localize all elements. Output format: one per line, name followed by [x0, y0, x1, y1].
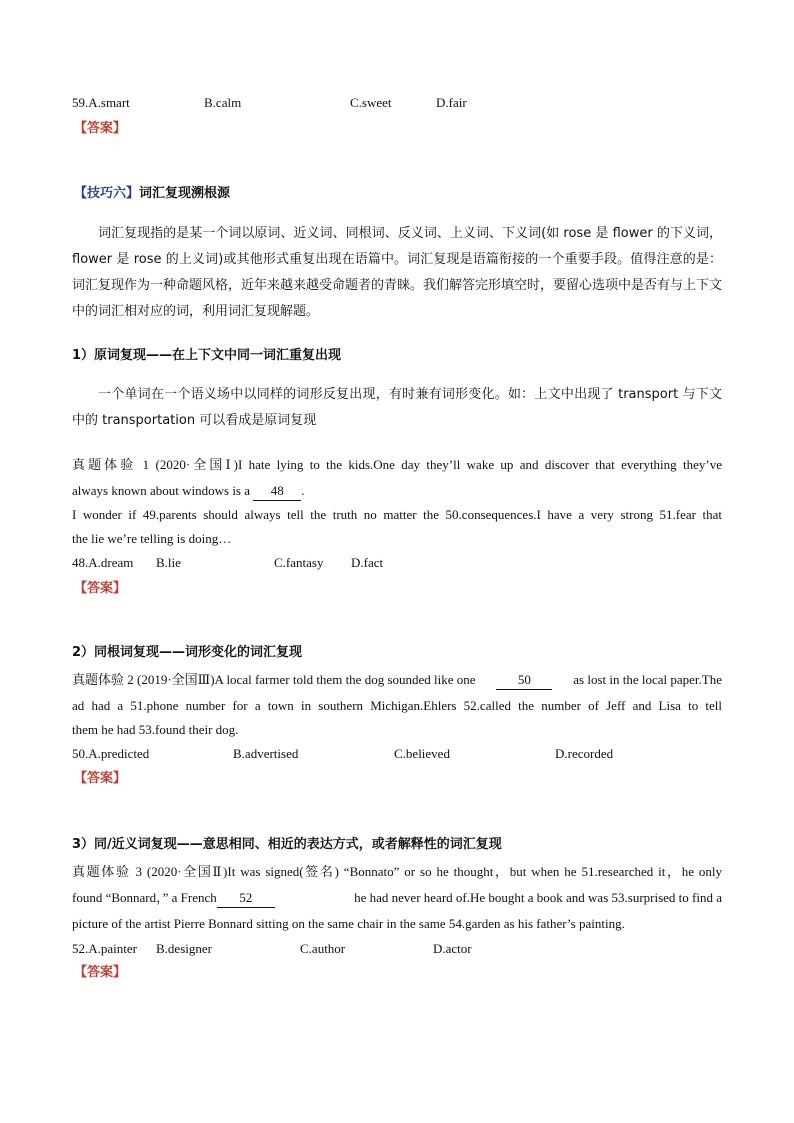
option-d: D.fact: [351, 555, 384, 570]
option-c: C.author: [300, 941, 346, 956]
example-3-line-2: [72, 889, 722, 908]
example-2-line-2: ad had a 51.phone number for a town in southern Michigan.Ehlers 52.called the number of Jeff and Lisa to tell: [72, 698, 722, 713]
text-segment: he had never heard of.He bought a book and was 53.surprised to find a: [354, 890, 722, 905]
text-segment: .: [301, 483, 305, 498]
intro-paragraph: 词汇复现指的是某一个词以原词、近义词、同根词、反义词、上义词、下义词(如 rose 是 flower 的下义词，flower 是 rose 的上义词)或其他形式重复出现在语篇中。词汇复现是语篇衔接的一个重要手段。值得注意的是：词汇复现作为一种命题风格，近年来越来越受命题者的青睐。我们解答完形填空时，要留心选项中是否有与上下文中的词汇相对应的词，利用词汇复现解题。: [72, 226, 723, 319]
text-segment: always known about windows is a: [72, 483, 251, 498]
text-segment: as lost in the local paper.The: [573, 672, 722, 687]
answer-label: 【答案】: [74, 121, 127, 136]
option-a: 48.A.dream: [72, 555, 134, 570]
example-1-line-1: 真题体验 1 (2020·全国Ⅰ)I hate lying to the kids.One day they’ll wake up and discover that everything they’ve: [72, 457, 722, 472]
option-b: B.designer: [156, 941, 212, 956]
section-2-heading: 2）同根词复现——词形变化的词汇复现: [72, 645, 303, 660]
option-c: C.fantasy: [274, 555, 324, 570]
example-2-line-3: them he had 53.found their dog.: [72, 722, 239, 737]
option-b: B.lie: [156, 555, 181, 570]
tip-heading: [74, 185, 230, 203]
answer-label: 【答案】: [74, 771, 127, 786]
option-b: B.advertised: [233, 746, 299, 761]
option-d: D.recorded: [555, 746, 614, 761]
blank-48: 48: [253, 482, 301, 501]
option-a: 59.A.smart: [72, 95, 130, 110]
example-1-line-4: the lie we’re telling is doing…: [72, 531, 232, 546]
answer-label: 【答案】: [74, 581, 127, 596]
blank-52: 52: [217, 889, 275, 908]
option-d: D.fair: [436, 95, 467, 110]
tip-title: 词汇复现溯根源: [139, 186, 231, 201]
option-d: D.actor: [433, 941, 472, 956]
text-segment: found “Bonnard，” a French: [72, 890, 217, 905]
option-a: 50.A.predicted: [72, 746, 150, 761]
option-c: C.believed: [394, 746, 450, 761]
section-3-heading: 3）同/近义词复现——意思相同、相近的表达方式，或者解释性的词汇复现: [72, 837, 502, 852]
answer-label: 【答案】: [74, 965, 127, 980]
text-segment: [72, 889, 275, 908]
option-a: 52.A.painter: [72, 941, 137, 956]
section-1-heading: 1）原词复现——在上下文中同一词汇重复出现: [72, 348, 342, 363]
blank-50: 50: [496, 671, 552, 690]
example-1-line-2: [72, 482, 722, 501]
example-3-line-3: picture of the artist Pierre Bonnard sitting on the same chair in the same 54.garden as his father’s painting.: [72, 916, 625, 931]
tip-tag: 【技巧六】: [74, 186, 140, 201]
section-1-description: 一个单词在一个语义场中以同样的词形反复出现，有时兼有词形变化。如：上文中出现了 transport 与下文中的 transportation 可以看成是原词复现: [72, 387, 722, 428]
text-segment: 真题体验 2 (2019·全国Ⅲ)A local farmer told them the dog sounded like one: [72, 672, 476, 687]
example-2-line-1: [72, 671, 722, 690]
option-c: C.sweet: [350, 95, 392, 110]
example-1-line-3: I wonder if 49.parents should always tell the truth no matter the 50.consequences.I have a very strong 51.fear that: [72, 507, 722, 522]
example-3-line-1: 真题体验 3 (2020·全国Ⅱ)It was signed(签名) “Bonnato” or so he thought，but when he 51.researched it，he only: [72, 864, 722, 879]
option-b: B.calm: [204, 95, 242, 110]
